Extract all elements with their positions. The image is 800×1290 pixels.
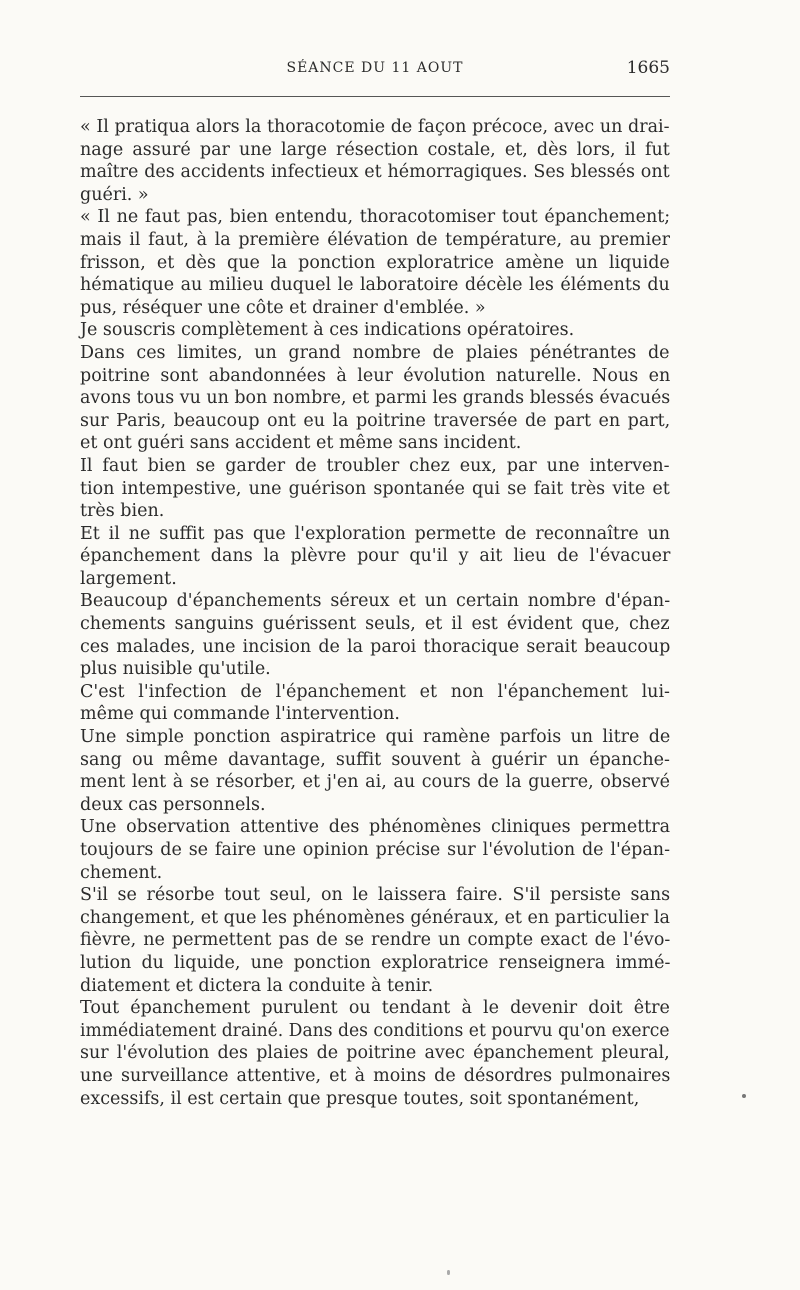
text-line: « Il pratiqua alors la thoracotomie de façon précoce, avec un drai- (80, 117, 670, 137)
text-line: « Il ne faut pas, bien entendu, thoracotomiser tout épanchement; (80, 207, 671, 228)
text-line: même qui commande l'intervention. (80, 704, 400, 725)
text-line: très bien. (80, 501, 165, 522)
text-line: pus, réséquer une côte et drainer d'emblée. » (80, 297, 486, 318)
paragraph (80, 206, 670, 319)
text-line: diatement et dictera la conduite à tenir. (80, 975, 434, 996)
text-line: avons tous vu un bon nombre, et parmi les grands blessés évacués (80, 388, 671, 409)
text-line: hématique au milieu duquel le laboratoire décèle les éléments du (80, 275, 670, 296)
text-line: fièvre, ne permettent pas de se rendre un compte exact de l'évo- (80, 930, 671, 951)
bottom-speck (447, 1270, 450, 1275)
paragraph (80, 681, 670, 726)
text-line: et ont guéri sans accident et même sans incident. (80, 433, 522, 454)
paragraph (80, 816, 670, 884)
paragraph (80, 590, 670, 680)
text-line: mais il faut, à la première élévation de température, au premier (80, 229, 670, 250)
text-line: Une observation attentive des phénomènes cliniques permettra (80, 817, 671, 838)
text-line: tion intempestive, une guérison spontanée qui se fait très vite et (80, 478, 670, 499)
text-line: lution du liquide, une ponction exploratrice renseignera immé- (80, 952, 671, 973)
text-line: Je souscris complètement à ces indications opératoires. (80, 320, 575, 341)
text-line: nage assuré par une large résection costale, et, dès lors, il fut (80, 139, 670, 160)
text-line: chements sanguins guérissent seuls, et il est évident que, chez (80, 614, 670, 635)
text-line: immédiatement drainé. Dans des conditions et pourvu qu'on exerce (80, 1020, 670, 1041)
text-line: Dans ces limites, un grand nombre de plaies pénétrantes de (80, 342, 670, 363)
margin-speck (742, 1094, 746, 1098)
text-line: épanchement dans la plèvre pour qu'il y ait lieu de l'évacuer (80, 546, 671, 567)
text-line: plus nuisible qu'utile. (80, 659, 271, 680)
running-title: SÉANCE DU 11 AOUT (286, 60, 464, 76)
text-line: frisson, et dès que la ponction exploratrice amène un liquide (80, 252, 670, 273)
text-line: sang ou même davantage, suffit souvent à guérir un épanche- (80, 749, 670, 770)
paragraph (80, 884, 670, 997)
text-line: Tout épanchement purulent ou tendant à le devenir doit être (80, 998, 670, 1019)
header-rule (80, 96, 670, 97)
text-line: C'est l'infection de l'épanchement et non l'épanchement lui- (80, 681, 670, 702)
text-line: guéri. » (80, 184, 149, 205)
paragraph (80, 342, 670, 455)
text-line: toujours de se faire une opinion précise sur l'évolution de l'épan- (80, 840, 670, 860)
text-line: S'il se résorbe tout seul, on le laissera faire. S'il persiste sans (80, 885, 671, 906)
paragraph (80, 997, 670, 1110)
page-header (80, 58, 670, 84)
text-line: largement. (80, 568, 177, 589)
text-line: Beaucoup d'épanchements séreux et un certain nombre d'épan- (80, 591, 671, 612)
text-line: Et il ne suffit pas que l'exploration permette de reconnaître un (80, 523, 671, 544)
paragraph (80, 523, 670, 591)
page-number: 1665 (626, 58, 670, 78)
body-text (80, 116, 670, 1110)
text-line: maître des accidents infectieux et hémorragiques. Ses blessés ont (80, 162, 670, 183)
paragraph (80, 726, 670, 816)
paragraph (80, 319, 670, 342)
text-line: changement, et que les phénomènes généraux, et en particulier la (80, 907, 670, 928)
text-line: chement. (80, 862, 163, 883)
text-line: Une simple ponction aspiratrice qui ramène parfois un litre de (80, 727, 671, 748)
text-line: une surveillance attentive, et à moins de désordres pulmonaires (80, 1065, 671, 1086)
text-line: ces malades, une incision de la paroi thoracique serait beaucoup (80, 636, 671, 657)
text-line: sur l'évolution des plaies de poitrine avec épanchement pleural, (80, 1043, 670, 1064)
text-line: deux cas personnels. (80, 794, 266, 815)
paragraph (80, 116, 670, 206)
text-line: excessifs, il est certain que presque toutes, soit spontanément, (80, 1088, 640, 1109)
text-line: sur Paris, beaucoup ont eu la poitrine traversée de part en part, (80, 410, 671, 431)
paragraph (80, 455, 670, 523)
text-line: ment lent à se résorber, et j'en ai, au cours de la guerre, observé (80, 772, 671, 793)
text-line: Il faut bien se garder de troubler chez eux, par une interven- (80, 455, 670, 476)
text-line: poitrine sont abandonnées à leur évolution naturelle. Nous en (80, 365, 671, 386)
